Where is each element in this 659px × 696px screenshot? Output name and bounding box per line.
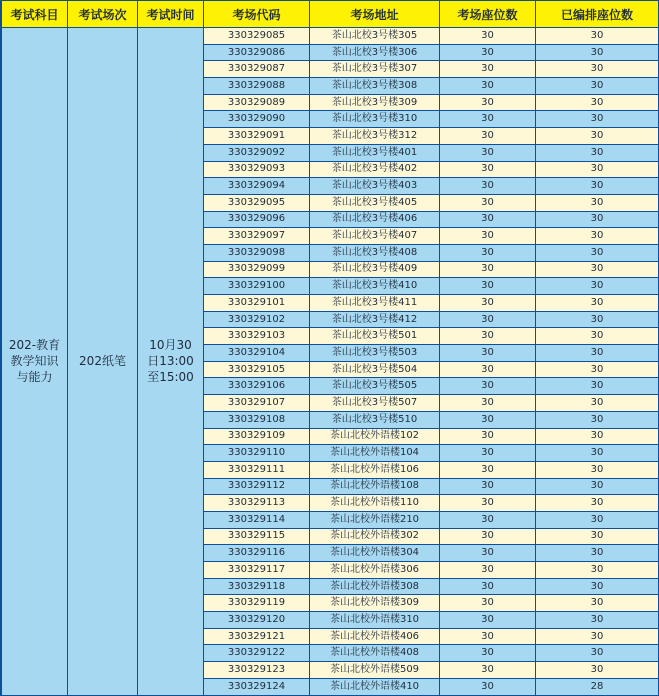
- room-code-cell: 330329088: [204, 78, 310, 95]
- assigned-seats-cell: 30: [536, 378, 659, 395]
- assigned-seats-cell: 30: [536, 311, 659, 328]
- room-code-cell: 330329100: [204, 278, 310, 295]
- assigned-seats-cell: 30: [536, 94, 659, 111]
- room-code-cell: 330329109: [204, 428, 310, 445]
- seat-count-cell: 30: [440, 61, 536, 78]
- seat-count-cell: 30: [440, 612, 536, 629]
- room-address-cell: 茶山北校3号楼504: [310, 361, 440, 378]
- seat-count-cell: 30: [440, 662, 536, 679]
- room-code-cell: 330329095: [204, 194, 310, 211]
- seat-count-cell: 30: [440, 161, 536, 178]
- seat-count-cell: 30: [440, 445, 536, 462]
- assigned-seats-cell: 30: [536, 228, 659, 245]
- subject-cell: 202-教育教学知识与能力: [2, 28, 68, 696]
- seat-count-cell: 30: [440, 361, 536, 378]
- room-code-cell: 330329098: [204, 244, 310, 261]
- room-address-cell: 茶山北校外语楼310: [310, 612, 440, 629]
- assigned-seats-cell: 30: [536, 78, 659, 95]
- assigned-seats-cell: 30: [536, 395, 659, 412]
- room-code-cell: 330329120: [204, 612, 310, 629]
- assigned-seats-cell: 30: [536, 562, 659, 579]
- room-address-cell: 茶山北校外语楼210: [310, 511, 440, 528]
- assigned-seats-cell: 30: [536, 295, 659, 312]
- seat-count-cell: 30: [440, 244, 536, 261]
- room-code-cell: 330329089: [204, 94, 310, 111]
- room-code-cell: 330329085: [204, 28, 310, 45]
- room-address-cell: 茶山北校3号楼510: [310, 411, 440, 428]
- session-cell: 202纸笔: [68, 28, 138, 696]
- seat-count-cell: 30: [440, 578, 536, 595]
- room-code-cell: 330329105: [204, 361, 310, 378]
- assigned-seats-cell: 30: [536, 511, 659, 528]
- assigned-seats-cell: 30: [536, 595, 659, 612]
- room-address-cell: 茶山北校3号楼501: [310, 328, 440, 345]
- room-address-cell: 茶山北校3号楼307: [310, 61, 440, 78]
- room-address-cell: 茶山北校外语楼302: [310, 528, 440, 545]
- assigned-seats-cell: 30: [536, 445, 659, 462]
- table-body: [2, 28, 659, 696]
- seat-count-cell: 30: [440, 428, 536, 445]
- room-code-cell: 330329093: [204, 161, 310, 178]
- room-address-cell: 茶山北校外语楼104: [310, 445, 440, 462]
- assigned-seats-cell: 30: [536, 328, 659, 345]
- room-code-cell: 330329113: [204, 495, 310, 512]
- room-address-cell: 茶山北校3号楼409: [310, 261, 440, 278]
- seat-count-cell: 30: [440, 278, 536, 295]
- exam-room-table: [1, 0, 659, 696]
- room-code-cell: 330329123: [204, 662, 310, 679]
- room-code-cell: 330329110: [204, 445, 310, 462]
- assigned-seats-cell: 30: [536, 28, 659, 45]
- header-time: 考试时间: [138, 1, 204, 28]
- assigned-seats-cell: 30: [536, 645, 659, 662]
- room-code-cell: 330329121: [204, 628, 310, 645]
- time-cell: 10月30日13:00至15:00: [138, 28, 204, 696]
- room-code-cell: 330329119: [204, 595, 310, 612]
- room-code-cell: 330329102: [204, 311, 310, 328]
- room-code-cell: 330329114: [204, 511, 310, 528]
- room-code-cell: 330329097: [204, 228, 310, 245]
- header-seat-count: 考场座位数: [440, 1, 536, 28]
- room-address-cell: 茶山北校3号楼503: [310, 345, 440, 362]
- room-address-cell: 茶山北校3号楼312: [310, 128, 440, 145]
- assigned-seats-cell: 30: [536, 161, 659, 178]
- header-subject: 考试科目: [2, 1, 68, 28]
- assigned-seats-cell: 30: [536, 61, 659, 78]
- seat-count-cell: 30: [440, 678, 536, 695]
- assigned-seats-cell: 30: [536, 478, 659, 495]
- room-code-cell: 330329099: [204, 261, 310, 278]
- room-code-cell: 330329096: [204, 211, 310, 228]
- seat-count-cell: 30: [440, 178, 536, 195]
- room-address-cell: 茶山北校3号楼402: [310, 161, 440, 178]
- header-assigned-seats: 已编排座位数: [536, 1, 659, 28]
- table-header-row: [2, 1, 659, 28]
- seat-count-cell: 30: [440, 328, 536, 345]
- assigned-seats-cell: 30: [536, 194, 659, 211]
- room-address-cell: 茶山北校外语楼304: [310, 545, 440, 562]
- seat-count-cell: 30: [440, 261, 536, 278]
- seat-count-cell: 30: [440, 461, 536, 478]
- seat-count-cell: 30: [440, 545, 536, 562]
- assigned-seats-cell: 30: [536, 545, 659, 562]
- room-address-cell: 茶山北校外语楼108: [310, 478, 440, 495]
- room-address-cell: 茶山北校3号楼306: [310, 44, 440, 61]
- seat-count-cell: 30: [440, 562, 536, 579]
- seat-count-cell: 30: [440, 395, 536, 412]
- header-room-code: 考场代码: [204, 1, 310, 28]
- assigned-seats-cell: 30: [536, 361, 659, 378]
- assigned-seats-cell: 30: [536, 211, 659, 228]
- header-room-address: 考场地址: [310, 1, 440, 28]
- room-address-cell: 茶山北校3号楼410: [310, 278, 440, 295]
- assigned-seats-cell: 30: [536, 528, 659, 545]
- seat-count-cell: 30: [440, 645, 536, 662]
- assigned-seats-cell: 30: [536, 612, 659, 629]
- room-code-cell: 330329111: [204, 461, 310, 478]
- assigned-seats-cell: 30: [536, 111, 659, 128]
- room-address-cell: 茶山北校3号楼407: [310, 228, 440, 245]
- room-code-cell: 330329115: [204, 528, 310, 545]
- seat-count-cell: 30: [440, 345, 536, 362]
- room-address-cell: 茶山北校外语楼306: [310, 562, 440, 579]
- room-code-cell: 330329103: [204, 328, 310, 345]
- room-address-cell: 茶山北校3号楼305: [310, 28, 440, 45]
- room-code-cell: 330329107: [204, 395, 310, 412]
- room-code-cell: 330329091: [204, 128, 310, 145]
- room-address-cell: 茶山北校3号楼406: [310, 211, 440, 228]
- seat-count-cell: 30: [440, 595, 536, 612]
- assigned-seats-cell: 30: [536, 128, 659, 145]
- room-address-cell: 茶山北校3号楼405: [310, 194, 440, 211]
- room-address-cell: 茶山北校外语楼110: [310, 495, 440, 512]
- room-code-cell: 330329104: [204, 345, 310, 362]
- assigned-seats-cell: 30: [536, 411, 659, 428]
- room-code-cell: 330329106: [204, 378, 310, 395]
- assigned-seats-cell: 28: [536, 678, 659, 695]
- room-code-cell: 330329122: [204, 645, 310, 662]
- room-address-cell: 茶山北校3号楼401: [310, 144, 440, 161]
- seat-count-cell: 30: [440, 228, 536, 245]
- assigned-seats-cell: 30: [536, 461, 659, 478]
- seat-count-cell: 30: [440, 478, 536, 495]
- assigned-seats-cell: 30: [536, 428, 659, 445]
- assigned-seats-cell: 30: [536, 261, 659, 278]
- room-address-cell: 茶山北校外语楼406: [310, 628, 440, 645]
- room-code-cell: 330329092: [204, 144, 310, 161]
- seat-count-cell: 30: [440, 28, 536, 45]
- seat-count-cell: 30: [440, 411, 536, 428]
- assigned-seats-cell: 30: [536, 244, 659, 261]
- room-code-cell: 330329117: [204, 562, 310, 579]
- seat-count-cell: 30: [440, 628, 536, 645]
- exam-room-table-container: [1, 0, 658, 696]
- room-address-cell: 茶山北校外语楼308: [310, 578, 440, 595]
- assigned-seats-cell: 30: [536, 578, 659, 595]
- room-code-cell: 330329101: [204, 295, 310, 312]
- room-code-cell: 330329108: [204, 411, 310, 428]
- room-address-cell: 茶山北校外语楼106: [310, 461, 440, 478]
- room-code-cell: 330329090: [204, 111, 310, 128]
- assigned-seats-cell: 30: [536, 44, 659, 61]
- assigned-seats-cell: 30: [536, 144, 659, 161]
- assigned-seats-cell: 30: [536, 345, 659, 362]
- room-address-cell: 茶山北校3号楼411: [310, 295, 440, 312]
- room-code-cell: 330329087: [204, 61, 310, 78]
- assigned-seats-cell: 30: [536, 278, 659, 295]
- seat-count-cell: 30: [440, 378, 536, 395]
- seat-count-cell: 30: [440, 128, 536, 145]
- seat-count-cell: 30: [440, 144, 536, 161]
- room-address-cell: 茶山北校外语楼408: [310, 645, 440, 662]
- room-address-cell: 茶山北校外语楼410: [310, 678, 440, 695]
- assigned-seats-cell: 30: [536, 495, 659, 512]
- room-address-cell: 茶山北校3号楼309: [310, 94, 440, 111]
- room-address-cell: 茶山北校3号楼310: [310, 111, 440, 128]
- room-code-cell: 330329124: [204, 678, 310, 695]
- assigned-seats-cell: 30: [536, 628, 659, 645]
- seat-count-cell: 30: [440, 495, 536, 512]
- room-address-cell: 茶山北校3号楼403: [310, 178, 440, 195]
- seat-count-cell: 30: [440, 311, 536, 328]
- seat-count-cell: 30: [440, 295, 536, 312]
- room-address-cell: 茶山北校外语楼509: [310, 662, 440, 679]
- seat-count-cell: 30: [440, 528, 536, 545]
- room-address-cell: 茶山北校3号楼408: [310, 244, 440, 261]
- room-code-cell: 330329086: [204, 44, 310, 61]
- header-session: 考试场次: [68, 1, 138, 28]
- assigned-seats-cell: 30: [536, 662, 659, 679]
- room-address-cell: 茶山北校3号楼505: [310, 378, 440, 395]
- seat-count-cell: 30: [440, 511, 536, 528]
- table-row: [2, 28, 659, 45]
- seat-count-cell: 30: [440, 94, 536, 111]
- seat-count-cell: 30: [440, 111, 536, 128]
- seat-count-cell: 30: [440, 211, 536, 228]
- room-code-cell: 330329094: [204, 178, 310, 195]
- seat-count-cell: 30: [440, 194, 536, 211]
- seat-count-cell: 30: [440, 44, 536, 61]
- room-address-cell: 茶山北校外语楼309: [310, 595, 440, 612]
- room-address-cell: 茶山北校外语楼102: [310, 428, 440, 445]
- room-address-cell: 茶山北校3号楼308: [310, 78, 440, 95]
- seat-count-cell: 30: [440, 78, 536, 95]
- room-code-cell: 330329112: [204, 478, 310, 495]
- room-code-cell: 330329118: [204, 578, 310, 595]
- room-address-cell: 茶山北校3号楼412: [310, 311, 440, 328]
- room-code-cell: 330329116: [204, 545, 310, 562]
- assigned-seats-cell: 30: [536, 178, 659, 195]
- room-address-cell: 茶山北校3号楼507: [310, 395, 440, 412]
